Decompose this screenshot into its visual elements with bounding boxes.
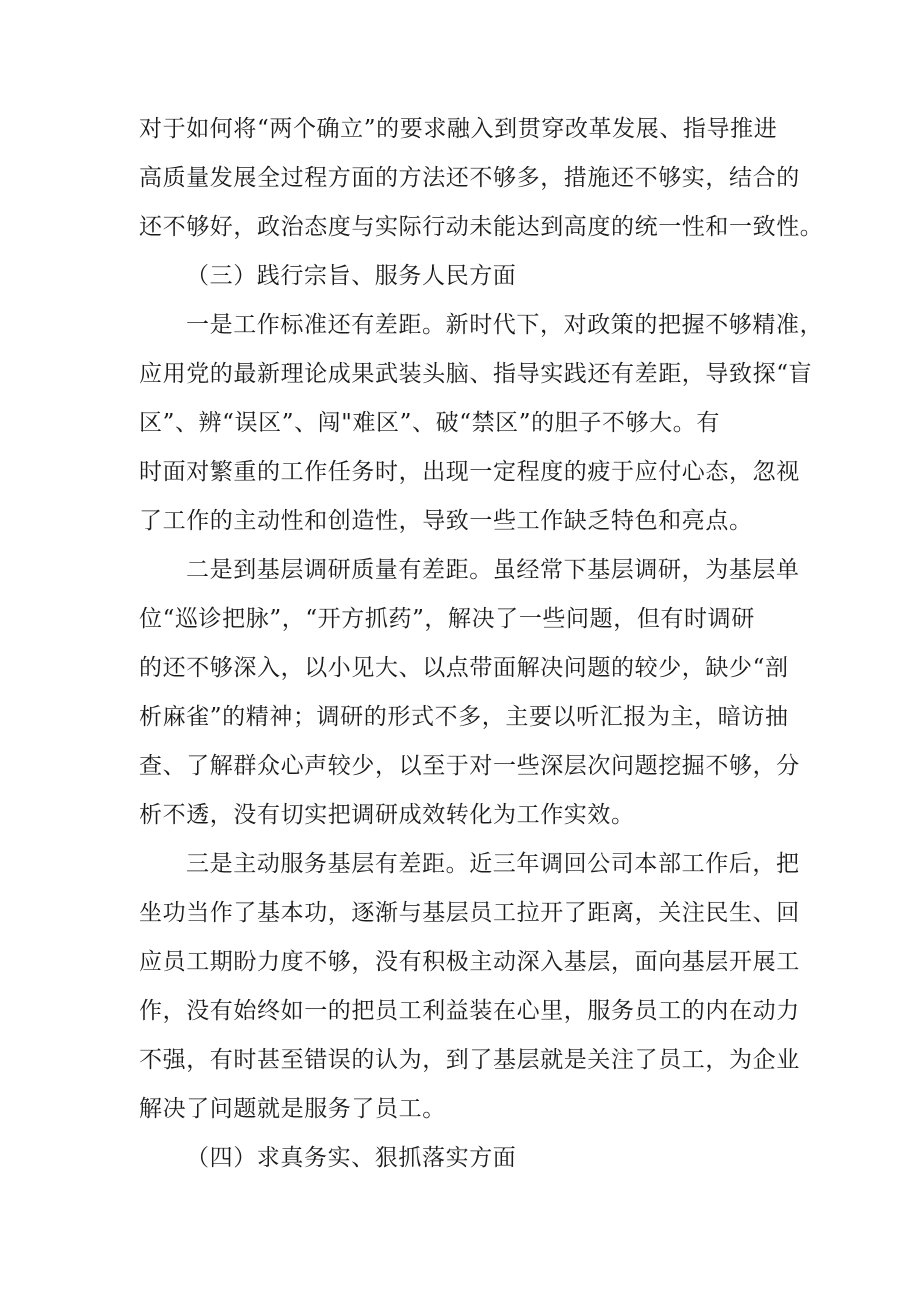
text-line: 不强，有时甚至错误的认为，到了基层就是关注了员工，为企业 <box>139 1047 800 1073</box>
text-line: 一是工作标准还有差距。新时代下，对政策的把握不够精准， <box>186 312 824 338</box>
text-line: 位“巡诊把脉”，“开方抓药”，解决了一些问题，但有时调研 <box>139 606 755 632</box>
section-heading: （三）践行宗旨、服务人民方面 <box>186 263 517 289</box>
text-line: 的还不够深入，以小见大、以点带面解决问题的较少，缺少“剖 <box>139 655 789 681</box>
text-line: 作，没有始终如一的把员工利益装在心里，服务员工的内在动力 <box>139 998 800 1024</box>
text-line: 析不透，没有切实把调研成效转化为工作实效。 <box>139 802 635 828</box>
text-line: 还不够好，政治态度与实际行动未能达到高度的统一性和一致性。 <box>139 214 824 240</box>
text-line: 三是主动服务基层有差距。近三年调回公司本部工作后，把 <box>186 851 800 877</box>
text-line: 应用党的最新理论成果武装头脑、指导实践还有差距，导致探“盲 <box>139 361 813 387</box>
text-line: 对于如何将“两个确立”的要求融入到贯穿改革发展、指导推进 <box>139 116 778 142</box>
text-line: 了工作的主动性和创造性，导致一些工作缺乏特色和亮点。 <box>139 508 753 534</box>
text-line: 析麻雀”的精神；调研的形式不多，主要以听汇报为主，暗访抽 <box>139 704 789 730</box>
text-line: 解决了问题就是服务了员工。 <box>139 1096 446 1122</box>
section-heading: （四）求真务实、狠抓落实方面 <box>186 1145 517 1171</box>
text-line: 时面对繁重的工作任务时，出现一定程度的疲于应付心态，忽视 <box>139 459 800 485</box>
text-line: 二是到基层调研质量有差距。虽经常下基层调研，为基层单 <box>186 557 800 583</box>
text-line: 应员工期盼力度不够，没有积极主动深入基层，面向基层开展工 <box>139 949 800 975</box>
text-line: 坐功当作了基本功，逐渐与基层员工拉开了距离，关注民生、回 <box>139 900 800 926</box>
text-line: 查、了解群众心声较少，以至于对一些深层次问题挖掘不够，分 <box>139 753 800 779</box>
text-line: 高质量发展全过程方面的方法还不够多，措施还不够实，结合的 <box>139 165 800 191</box>
text-line: 区”、辨“误区”、闯"难区”、破“禁区”的胆子不够大。有 <box>139 410 720 436</box>
